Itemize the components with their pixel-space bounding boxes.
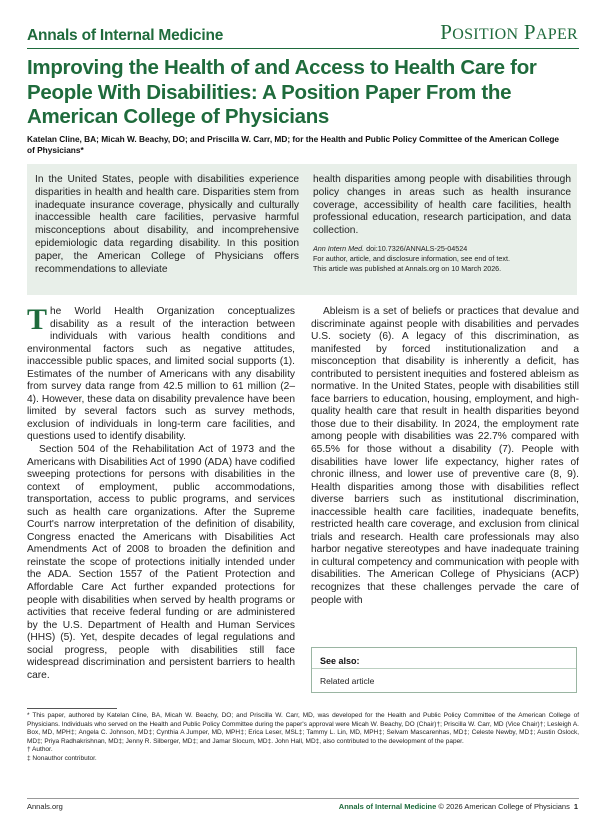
drop-cap: T	[27, 303, 48, 336]
footer-copyright: Annals of Internal Medicine © 2026 American College of Physicians 1	[338, 802, 578, 811]
footnote-rule	[27, 708, 117, 709]
body-paragraph: Ableism is a set of beliefs or practices that devalue and discriminate against people with disabilities and pervades U.S. society (6). A legacy of this discrimination, as manifested by forced institutionalization and a misconception that disability is inherently a deficit, has contributed to persistent inequities and fostered ableism as normative. In the United States, people with disabilities still face barriers to education, housing, employment, and high-quality health care that result in health disparities beyond those due to their disability. In 2024, the employment rate among people with disabilities was 22.7% compared with 65.5% for those without a disability (7). People with disabilities have lower life expectancy, higher rates of chronic illness, and lower use of preventive care (8, 9). Health disparities among those with disabilities reflect diverse barriers such as institutional discrimination, inaccessible health care facilities, inadequate benefits, restricted health care coverage, and exclusion from clinical trials and research. Health care professionals may also harbor negative stereotypes and have inadequate training in cultural competency and communication with people with disabilities. The American College of Physicians (ACP) recognizes that these challenges pervade the care of people with	[311, 306, 579, 606]
header-rule	[27, 48, 579, 49]
doi-journal: Ann Intern Med.	[313, 244, 365, 253]
see-also-heading: See also:	[320, 656, 360, 666]
article-metadata	[313, 244, 571, 274]
committee-footnote: * This paper, authored by Katelan Cline, BA, Micah W. Beachy, DO; and Priscilla W. Carr, MD, was developed for the Health and Public Policy Committee of the American College of Physicians. Individuals who served on the Health and Public Policy Committee during the paper's approval were Micah W. Beachy, DO (Chair)†; Priscilla W. Carr, MD (Vice Chair)†; Lesleigh A. Box, MD, MPH‡; Angela C. Johnson, MD‡; Cynthia A Jumper, MD, MPH‡; Erica Leser, MSL‡; Tammy L. Lin, MD, MPH‡; Selvam Mascarenhas, MD‡; Celeste Newby, MD‡; Austin Oslock, MD‡; Priya Radhakrishnan, MD‡; Jenny R. Silberger, MD‡; and Jamar Slocum, MD‡. John Hall, MD‡, also contributed to the development of the paper.	[27, 712, 579, 745]
related-article-link[interactable]: Related article	[320, 676, 375, 686]
footer-journal: Annals of Internal Medicine	[338, 802, 437, 811]
doi-link[interactable]: doi:10.7326/ANNALS-25-04524	[364, 244, 468, 253]
paper-type-label: POSITION PAPER	[440, 20, 578, 44]
abstract-left-column: In the United States, people with disabilities experience disparities in health and health care. Disparities stem from inadequate insurance coverage, physically and culturally inaccessible health care facilities, pervasive harmful misconceptions about disability, and incomprehensive epidemiologic data regarding disability. In this position paper, the American College of Physicians offers recommendations to alleviate	[35, 174, 299, 275]
footer-site[interactable]: Annals.org	[27, 802, 63, 811]
author-footnote: † Author.	[27, 746, 53, 753]
footer-rule	[27, 798, 579, 799]
nonauthor-footnote: ‡ Nonauthor contributor.	[27, 754, 97, 762]
see-also-box	[311, 647, 577, 693]
footnotes	[27, 712, 579, 763]
abstract-box	[27, 164, 577, 295]
body-paragraph: Section 504 of the Rehabilitation Act of 1973 and the Americans with Disabilities Act of 1990 (ADA) have codified sweeping protections for persons with disabilities in the context of employment, public accommodations, transportation, access to public programs, and services such as health care organizations. After the Supreme Court's narrow interpretation of the definition of disability, Congress enacted the Americans with Disabilities Act Amendments Act of 2008 to broaden the definition and reinstate the scope of protections initially intended under the ADA. Section 1557 of the Patient Protection and Affordable Care Act further expanded protections for people with disabilities when served by health programs or activities that receive federal funding or are administered by the U.S. Department of Health and Human Services (HHS) (5). Yet, despite decades of legal regulations and social progress, people with disabilities still face widespread discrimination and persistent barriers to health care.	[27, 444, 295, 681]
body-paragraph: The World Health Organization conceptualizes disability as a result of the interaction between individuals with various health conditions and environmental factors such as negative attitudes, inaccessible public spaces, and limited social supports (1). Estimates of the number of Americans with any disability from survey data range from 42.5 million to 61 million (2–4). However, these data on disability prevalence have been limited by several factors such as survey methods, exclusion of individuals in long-term care facilities, and questions used to identify disability.	[27, 303, 295, 443]
article-title: Improving the Health of and Access to Health Care for People With Disabilities: A Position Paper From the American College of Physicians	[27, 56, 537, 128]
publication-date-note: This article was published at Annals.org on 10 March 2026.	[313, 264, 502, 273]
author-info-note: For author, article, and disclosure information, see end of text.	[313, 254, 510, 263]
journal-name: Annals of Internal Medicine	[27, 27, 224, 44]
see-also-divider	[312, 668, 576, 669]
body-column-left	[27, 303, 295, 682]
body-column-right	[311, 306, 579, 607]
author-list: Katelan Cline, BA; Micah W. Beachy, DO; and Priscilla W. Carr, MD; for the Health and Public Policy Committee of the American College of Physicians*	[27, 134, 560, 155]
abstract-right-column: health disparities among people with disabilities through policy changes in areas such as health insurance coverage, accessibility of health care facilities, health professional education, research participation, and data collection.	[313, 174, 571, 237]
page-number: 1	[573, 802, 578, 811]
